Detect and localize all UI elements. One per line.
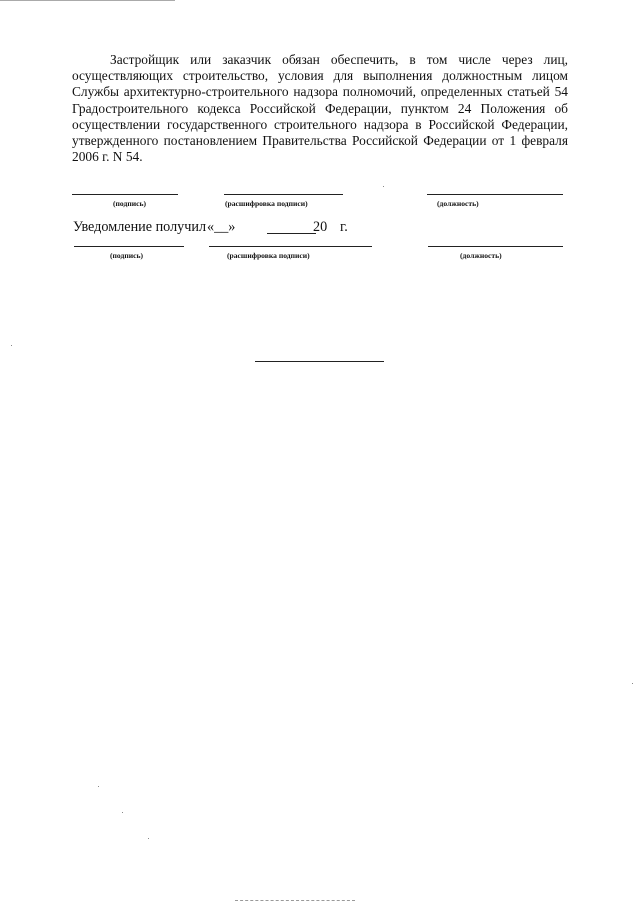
- scan-speck: [383, 186, 384, 187]
- scan-speck: [11, 345, 12, 346]
- notice-year-suffix: г.: [340, 219, 348, 235]
- decoding-line-2: [209, 246, 372, 247]
- signature-line-2: [74, 246, 184, 247]
- closing-rule: [255, 361, 384, 362]
- notice-label: Уведомление получил: [73, 219, 207, 235]
- position-line-2: [428, 246, 563, 247]
- scan-speck: [148, 838, 149, 839]
- obligation-paragraph: [72, 52, 568, 165]
- notice-date-open: «__»: [207, 219, 236, 235]
- notice-month-blank: [267, 233, 316, 234]
- scan-speck: [98, 786, 99, 787]
- position-caption-1: (должность): [437, 199, 479, 208]
- position-caption-2: (должность): [460, 251, 502, 260]
- bottom-edge-line: [235, 900, 355, 901]
- notice-year: 20: [313, 219, 328, 235]
- notice-received-row: [73, 219, 348, 236]
- decoding-caption-1: (расшифровка подписи): [225, 199, 308, 208]
- signature-line-1: [72, 194, 178, 195]
- decoding-line-1: [224, 194, 343, 195]
- position-line-1: [427, 194, 563, 195]
- signature-caption-2: (подпись): [110, 251, 143, 260]
- signature-caption-1: (подпись): [113, 199, 146, 208]
- decoding-caption-2: (расшифровка подписи): [227, 251, 310, 260]
- scan-speck: [632, 683, 633, 684]
- scan-speck: [122, 812, 123, 813]
- paragraph-text: Застройщик или заказчик обязан обеспечить, в том числе через лиц, осуществляющих строительство, условия для выполнения должностным лицом Службы архитектурно-строительного надзора полномочий, определенных статьей 54 Градостроительного кодекса Российской Федерации, пунктом 24 Положения об осуществлении государственного строительного надзора в Российской Федерации, утвержденного постановлением Правительства Российской Федерации от 1 февраля 2006 г. N 54.: [72, 52, 568, 165]
- top-edge-line: [0, 0, 175, 1]
